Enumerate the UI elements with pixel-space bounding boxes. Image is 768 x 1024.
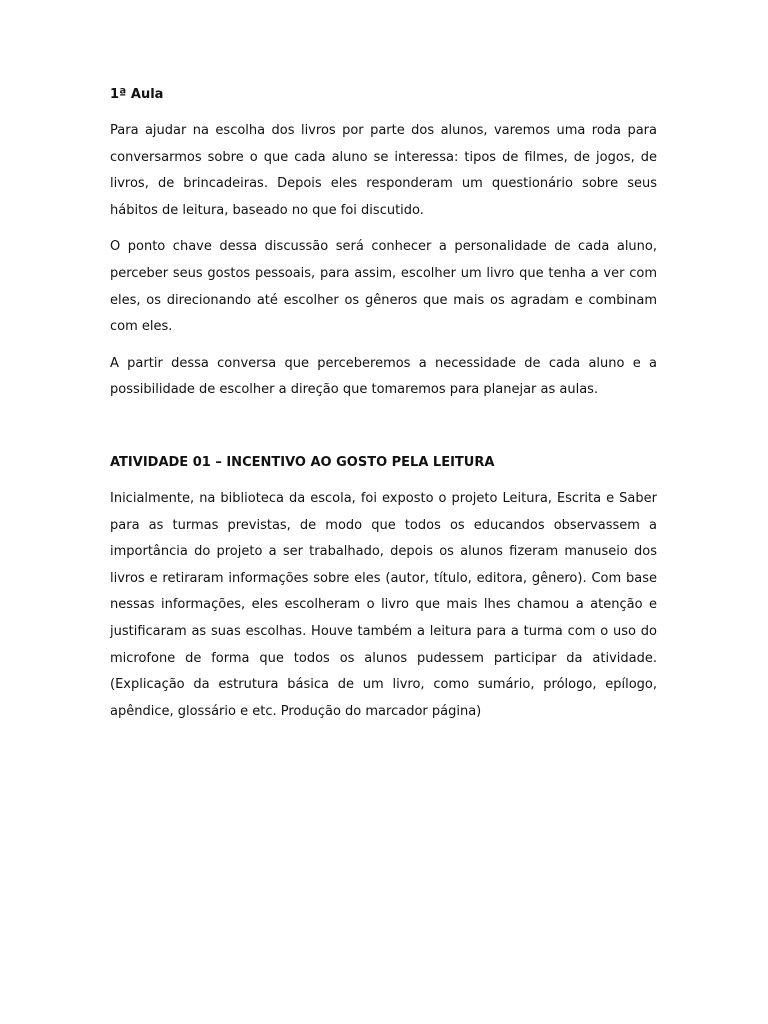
lesson-title: 1ª Aula xyxy=(110,87,164,102)
activity-paragraph: Inicialmente, na biblioteca da escola, foi exposto o projeto Leitura, Escrita e Saber para as turmas previstas, de modo que todos os educandos observassem a importância do projeto a ser trabalhado, depois os alunos fizeram manuseio dos livros e retiraram informações sobre eles (autor, título, editora, gênero). Com base nessas informações, eles escolheram o livro que mais lhes chamou a atenção e justificaram as suas escolhas. Houve também a leitura para a turma com o uso do microfone de forma que todos os alunos pudessem participar da atividade. (Explicação da estrutura básica de um livro, como sumário, prólogo, epílogo, apêndice, glossário e etc. Produção do marcador página) xyxy=(110,490,657,719)
lesson-paragraph-1: Para ajudar na escolha dos livros por parte dos alunos, varemos uma roda para conversarmos sobre o que cada aluno se interessa: tipos de filmes, de jogos, de livros, de brincadeiras. Depois eles responderam um questionário sobre seus hábitos de leitura, baseado no que foi discutido. xyxy=(110,123,657,218)
lesson-paragraph-2: O ponto chave dessa discussão será conhecer a personalidade de cada aluno, perceber seus gostos pessoais, para assim, escolher um livro que tenha a ver com eles, os direcionando até escolher os gêneros que mais os agradam e combinam com eles. xyxy=(110,239,657,335)
document-content xyxy=(110,82,657,735)
activity-title: ATIVIDADE 01 – INCENTIVO AO GOSTO PELA LEITURA xyxy=(110,454,495,470)
section-spacer xyxy=(110,414,657,450)
lesson-paragraph-3: A partir dessa conversa que perceberemos a necessidade de cada aluno e a possibilidade de escolher a direção que tomaremos para planejar as aulas. xyxy=(110,355,657,398)
